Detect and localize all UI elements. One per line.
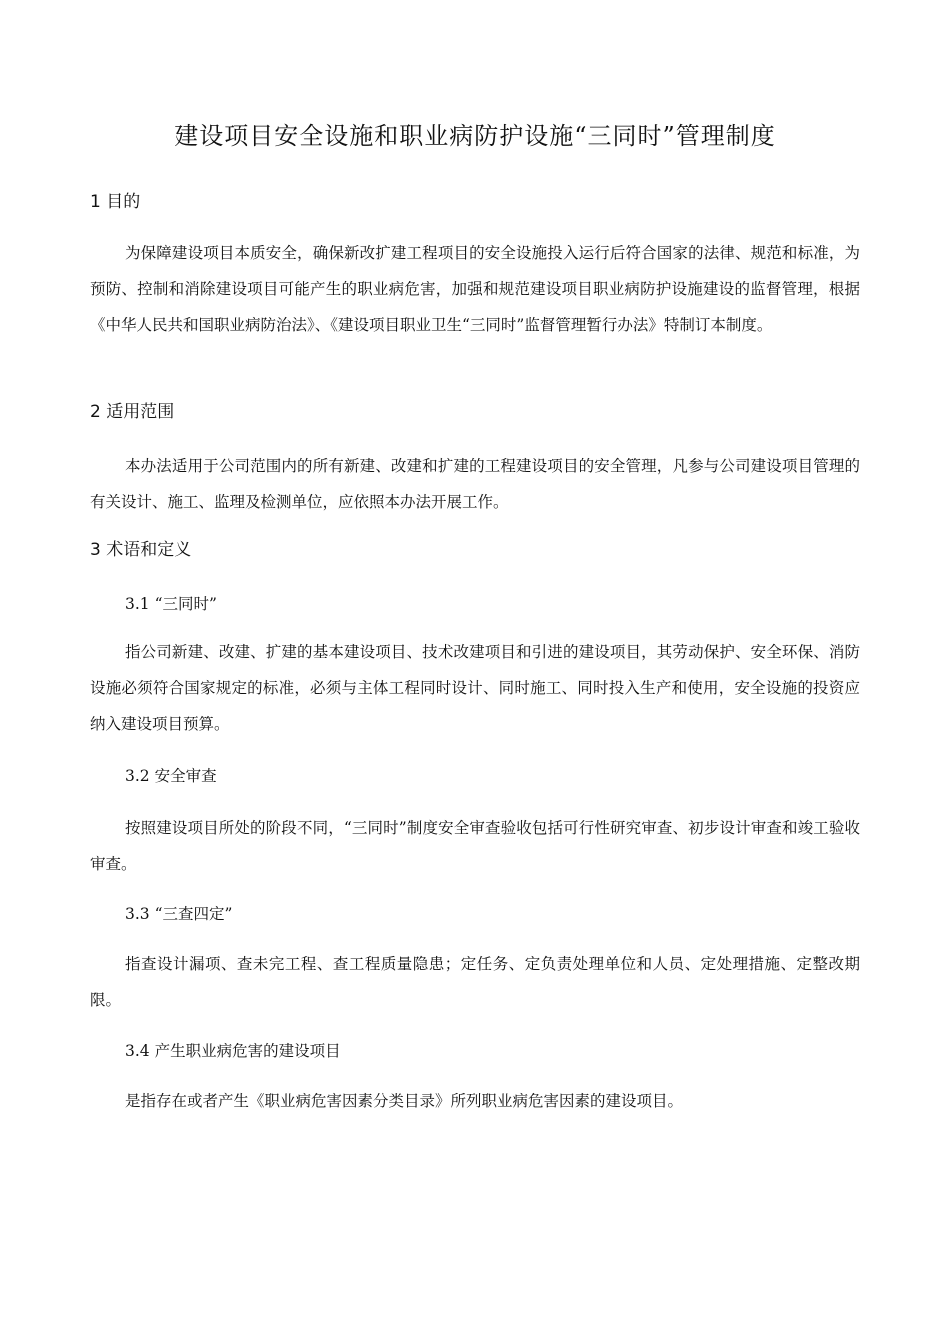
subsection-heading-3-1: 3.1 “三同时”	[125, 595, 217, 613]
section-heading-purpose: 1 目的	[90, 192, 141, 212]
section-paragraph-purpose: 为保障建设项目本质安全，确保新改扩建工程项目的安全设施投入运行后符合国家的法律、规范和标准，为预防、控制和消除建设项目可能产生的职业病危害，加强和规范建设项目职业病防护设施建设的监督管理，根据《中华人民共和国职业病防治法》、《建设项目职业卫生“三同时”监督管理暂行办法》特制订本制度。	[90, 244, 860, 334]
subsection-paragraph-3-2: 按照建设项目所处的阶段不同，“三同时”制度安全审查验收包括可行性研究审查、初步设计审查和竣工验收审查。	[90, 819, 860, 873]
section-paragraph-scope: 本办法适用于公司范围内的所有新建、改建和扩建的工程建设项目的安全管理，凡参与公司建设项目管理的有关设计、施工、监理及检测单位，应依照本办法开展工作。	[90, 457, 860, 511]
subsection-paragraph-3-3: 指查设计漏项、查未完工程、查工程质量隐患；定任务、定负责处理单位和人员、定处理措施、定整改期限。	[90, 955, 860, 1009]
document-title: 建设项目安全设施和职业病防护设施“三同时”管理制度	[174, 122, 776, 150]
subsection-heading-3-2: 3.2 安全审查	[125, 767, 217, 785]
section-heading-scope: 2 适用范围	[90, 402, 175, 422]
subsection-paragraph-3-4: 是指存在或者产生《职业病危害因素分类目录》所列职业病危害因素的建设项目。	[125, 1092, 684, 1110]
subsection-paragraph-3-1: 指公司新建、改建、扩建的基本建设项目、技术改建项目和引进的建设项目，其劳动保护、安全环保、消防设施必须符合国家规定的标准，必须与主体工程同时设计、同时施工、同时投入生产和使用，安全设施的投资应纳入建设项目预算。	[90, 643, 860, 733]
section-heading-terms: 3 术语和定义	[90, 540, 192, 560]
subsection-heading-3-3: 3.3 “三查四定”	[125, 905, 233, 923]
subsection-heading-3-4: 3.4 产生职业病危害的建设项目	[125, 1042, 341, 1060]
